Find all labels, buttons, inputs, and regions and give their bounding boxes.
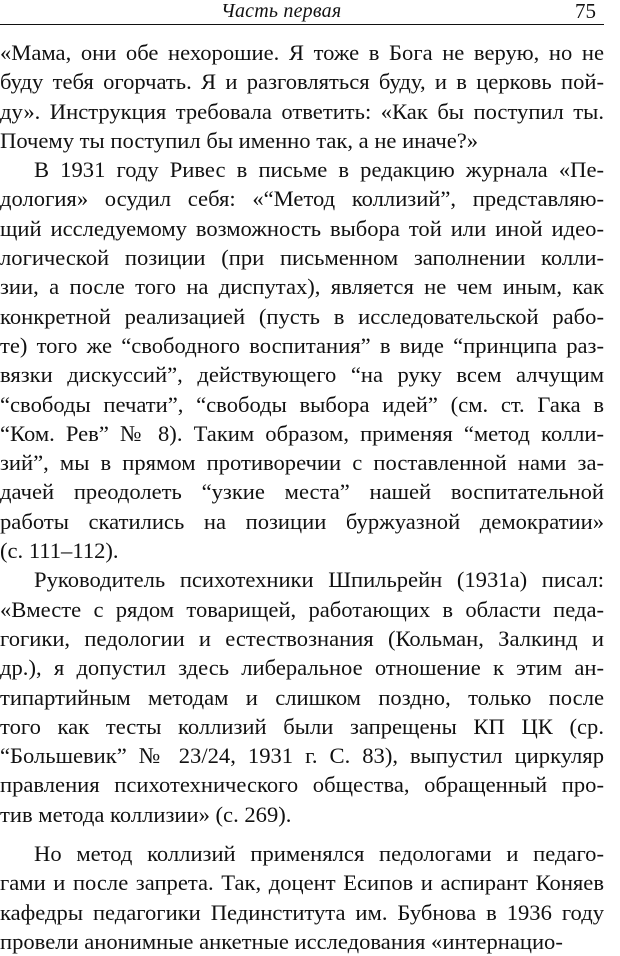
text-line: зии, а после того на диспутах), является не чем иным, как [0, 274, 604, 300]
text-line: дология» осудил себя: «“Метод коллизий”, представляю- [0, 186, 604, 212]
text-line: «Мама, они обе нехорошие. Я тоже в Бога не верую, но не [0, 40, 604, 65]
text-line: кафедры педагогики Пединститута им. Бубнова в 1936 году [0, 899, 604, 925]
text-line: тив метода коллизии» (с. 269). [0, 801, 292, 827]
text-line: логической позиции (при письменном заполнении колли- [0, 245, 604, 271]
text-line: “Ком. Рев” № 8). Таким образом, применяя “метод колли- [0, 420, 604, 446]
text-line: “Большевик” № 23/24, 1931 г. С. 83), выпустил циркуляр [0, 743, 604, 769]
text-line: др.), я допустил здесь либеральное отношение к этим ан- [0, 655, 604, 681]
text-line: провели анонимные анкетные исследования «интернацио- [0, 928, 563, 954]
text-line: того как тесты коллизий были запрещены КП ЦК (ср. [0, 713, 604, 739]
text-line: “свободы печати”, “свободы выбора идей” (см. ст. Гака в [0, 391, 604, 417]
text-line: ду». Инструкция требовала ответить: «Как бы поступил ты. [0, 98, 604, 124]
body-text [0, 38, 604, 956]
running-head [0, 0, 620, 26]
running-title: Часть первая [221, 0, 342, 22]
text-line: Но метод коллизий применялся педологами и педаго- [34, 841, 604, 867]
text-line: В 1931 году Ривес в письме в редакцию журнала «Пе- [34, 157, 604, 183]
header-rule [0, 24, 604, 25]
text-line: «Вместе с рядом товарищей, работающих в области педа- [0, 596, 604, 622]
text-line: конкретной реализацией (пусть в исследовательской рабо- [0, 303, 604, 329]
text-line: зий”, мы в прямом противоречии с поставленной нами за- [0, 450, 604, 476]
text-line: (с. 111–112). [0, 538, 119, 564]
page-number: 75 [575, 0, 596, 23]
text-line: вязки дискуссий”, действующего “на руку всем алчущим [0, 362, 604, 388]
text-line: правления психотехнического общества, обращенный про- [0, 772, 604, 798]
text-line: типартийным методам и слишком поздно, только после [0, 684, 604, 710]
text-line: работы скатились на позиции буржуазной демократии» [0, 508, 604, 534]
text-line: Почему ты поступил бы именно так, а не иначе?» [0, 127, 479, 153]
text-line: буду тебя огорчать. Я и разговляться буду, и в церковь пой- [0, 69, 604, 95]
text-line: те) того же “свободного воспитания” в виде “принципа раз- [0, 332, 604, 358]
text-line: Руководитель психотехники Шпильрейн (1931а) писал: [34, 567, 604, 593]
text-line: гогики, педологии и естествознания (Кольман, Залкинд и [0, 625, 604, 651]
text-line: гами и после запрета. Так, доцент Есипов и аспирант Коняев [0, 870, 604, 896]
text-line: щий исследуемому возможность выбора той или иной идео- [0, 215, 604, 241]
text-line: дачей преодолеть “узкие места” нашей воспитательной [0, 479, 604, 505]
